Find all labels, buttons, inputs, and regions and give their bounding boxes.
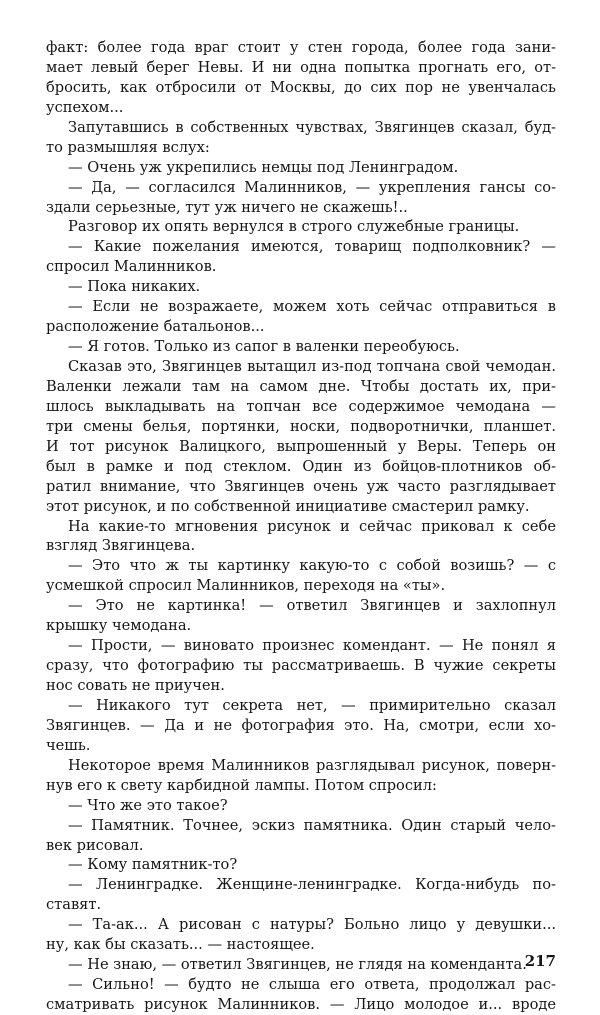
text-line: — Та-ак... А рисован с натуры? Больно лицо у девушки... (68, 916, 556, 934)
text-line: Запутавшись в собственных чувствах, Звягинцев сказал, буд- (68, 118, 556, 136)
text-line: мает левый берег Невы. И ни одна попытка прогнать его, от- (46, 58, 556, 76)
text-line: три смены белья, портянки, носки, подворотнички, планшет. (46, 417, 556, 435)
text-line: На какие-то мгновения рисунок и сейчас приковал к себе (68, 517, 556, 535)
text-line: — Памятник. Точнее, эскиз памятника. Один старый чело- (68, 816, 556, 834)
text-line: шлось выкладывать на топчан все содержимое чемодана — (46, 397, 556, 415)
text-line: — Пока никаких. (68, 278, 201, 296)
text-line: — Ленинградке. Женщине-ленинградке. Когда-нибудь по- (68, 876, 556, 894)
text-line: расположение батальонов... (46, 318, 265, 336)
text-line: — Какие пожелания имеются, товарищ подполковник? — (68, 238, 556, 256)
text-line: — Сильно! — будто не слыша его ответа, продолжал рас- (68, 976, 556, 994)
text-line: — Это не картинка! — ответил Звягинцев и захлопнул (68, 597, 556, 615)
text-line: здали серьезные, тут уж ничего не скажешь!.. (46, 198, 408, 216)
text-line: факт: более года враг стоит у стен города, более года зани- (46, 39, 556, 56)
text-line: Валенки лежали там на самом дне. Чтобы достать их, при- (46, 377, 556, 395)
text-line: — Это что ж ты картинку какую-то с собой возишь? — с (68, 557, 556, 575)
text-line: Звягинцев. — Да и не фотография это. На, смотри, если хо- (46, 716, 556, 734)
text-line: взгляд Звягинцева. (46, 537, 196, 555)
text-line: сразу, что фотографию ты рассматриваешь. В чужие секреты (46, 657, 556, 675)
text-line: спросил Малинников. (46, 258, 217, 276)
text-line: — Не знаю, — ответил Звягинцев, не глядя на коменданта. (68, 956, 527, 974)
text-line: ратил внимание, что Звягинцев очень уж часто разглядывает (46, 477, 556, 495)
text-line: И тот рисунок Валицкого, выпрошенный у Веры. Теперь он (46, 437, 556, 455)
text-line: ну, как бы сказать... — настоящее. (46, 936, 315, 954)
text-line: век рисовал. (46, 836, 144, 854)
text-line: Сказав это, Звягинцев вытащил из-под топчана свой чемодан. (68, 358, 556, 375)
text-line: ставят. (46, 896, 102, 914)
page-number: 217 (524, 952, 556, 970)
text-line: крышку чемодана. (46, 617, 192, 635)
text-line: — Кому памятник-то? (68, 856, 238, 874)
text-line: Разговор их опять вернулся в строго служебные границы. (68, 218, 520, 236)
text-line: — Прости, — виновато произнес комендант. — Не понял я (68, 637, 556, 655)
text-line: Некоторое время Малинников разглядывал рисунок, поверн- (68, 756, 556, 774)
text-line: — Никакого тут секрета нет, — примирительно сказал (68, 696, 556, 714)
text-line: — Что же это такое? (68, 796, 228, 814)
text-line: нув его к свету карбидной лампы. Потом спросил: (46, 776, 437, 794)
text-line: — Да, — согласился Малинников, — укрепления гансы со- (68, 178, 556, 196)
text-line: усмешкой спросил Малинников, переходя на «ты». (46, 577, 446, 595)
text-line: нос совать не приучен. (46, 677, 225, 694)
text-line: то размышляя вслух: (46, 138, 210, 156)
text-line: — Если не возражаете, можем хоть сейчас отправиться в (68, 298, 556, 316)
text-line: — Очень уж укрепились немцы под Ленинградом. (68, 158, 459, 176)
text-line: — Я готов. Только из сапог в валенки переобуюсь. (68, 338, 460, 356)
text-line: успехом... (46, 98, 124, 116)
text-line: сматривать рисунок Малинников. — Лицо молодое и... вроде (46, 996, 556, 1013)
page-body-text (46, 38, 556, 1015)
text-line: был в рамке и под стеклом. Один из бойцов-плотников об- (46, 457, 556, 475)
text-line: бросить, как отбросили от Москвы, до сих пор не увенчалась (46, 78, 556, 96)
text-line: этот рисунок, и по собственной инициативе смастерил рамку. (46, 497, 530, 515)
text-line: чешь. (46, 736, 91, 754)
